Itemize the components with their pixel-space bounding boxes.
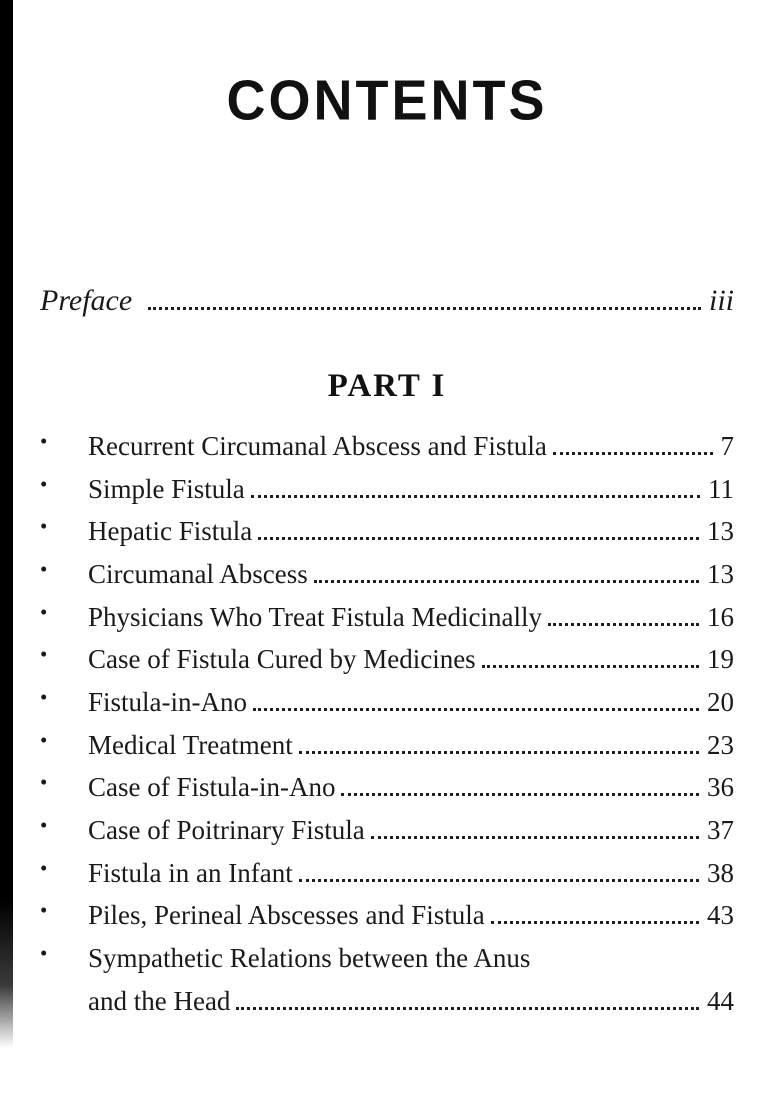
entry-title: Hepatic Fistula: [88, 516, 253, 547]
entry-body: [88, 852, 734, 895]
dot-leader: [299, 751, 699, 754]
preface-label: Preface: [40, 284, 133, 317]
bullet-icon: •: [40, 599, 48, 624]
page-number: 43: [707, 900, 734, 931]
entry-line1: [88, 724, 734, 767]
dot-leader: [314, 580, 699, 583]
entry-body: [88, 510, 734, 553]
entry-line1: [88, 766, 734, 809]
dot-leader: [371, 836, 699, 839]
entry-body: [88, 809, 734, 852]
entry-line1: [88, 852, 734, 895]
toc-entry: [40, 681, 734, 724]
bullet-icon: •: [40, 514, 48, 539]
entry-line2: [88, 980, 734, 1023]
preface-entry: [40, 284, 734, 318]
page-number: 38: [707, 857, 734, 888]
dot-leader: [491, 921, 699, 924]
entry-body: [88, 681, 734, 724]
page-number: 11: [708, 473, 734, 504]
entry-body: [88, 425, 734, 468]
entry-title: Piles, Perineal Abscesses and Fistula: [88, 900, 485, 931]
entry-body: [88, 724, 734, 767]
entry-body: [88, 468, 734, 511]
dot-leader: [548, 623, 699, 626]
toc-entry: [40, 596, 734, 639]
page-number: 20: [707, 686, 734, 717]
entry-title: Recurrent Circumanal Abscess and Fistula: [88, 431, 547, 461]
entry-title: Sympathetic Relations between the Anus: [88, 942, 531, 973]
toc-entry: [40, 724, 734, 767]
toc-entry: [40, 638, 734, 681]
entry-body: [88, 638, 734, 681]
entry-title: Fistula-in-Ano: [88, 686, 247, 717]
entry-body: [88, 937, 734, 1022]
page-title: CONTENTS: [226, 69, 548, 133]
bullet-icon: •: [40, 770, 48, 795]
page-number: 16: [707, 601, 734, 632]
entry-title: Circumanal Abscess: [88, 558, 308, 589]
entry-line1: [88, 510, 734, 553]
toc-entry: [40, 510, 734, 553]
entry-body: [88, 596, 734, 639]
dot-leader: [299, 879, 699, 882]
entry-line1: [88, 681, 734, 724]
entry-line1: [88, 894, 734, 937]
entry-title-line2: and the Head: [88, 985, 231, 1016]
entry-line1: [88, 425, 734, 468]
entry-body: [88, 766, 734, 809]
page-number: 44: [707, 985, 734, 1016]
entry-line1: [88, 596, 734, 639]
bullet-icon: •: [40, 855, 48, 880]
page-number: 37: [707, 814, 734, 845]
entry-line1: [88, 553, 734, 596]
dot-leader: [253, 708, 699, 711]
dot-leader: [236, 1007, 699, 1010]
part-heading: PART I: [327, 368, 447, 404]
preface-page-number: iii: [708, 284, 734, 317]
bullet-icon: •: [40, 812, 48, 837]
dot-leader: [482, 665, 699, 668]
page-number: 23: [707, 729, 734, 760]
toc-entry: [40, 553, 734, 596]
bullet-icon: •: [40, 898, 48, 923]
bullet-icon: •: [40, 556, 48, 581]
bullet-icon: •: [40, 727, 48, 752]
toc-entries: [40, 425, 734, 1022]
toc-entry: [40, 468, 734, 511]
entry-line1: [88, 937, 734, 980]
toc-entry: [40, 852, 734, 895]
dot-leader: [553, 452, 713, 455]
page-number: 19: [707, 644, 734, 675]
entry-line1: [88, 638, 734, 681]
bullet-icon: •: [40, 642, 48, 667]
entry-line1: [88, 809, 734, 852]
dot-leader: [251, 495, 700, 498]
bullet-icon: •: [40, 940, 48, 965]
entry-body: [88, 553, 734, 596]
page-number: 36: [707, 772, 734, 803]
entry-title: Simple Fistula: [88, 473, 245, 504]
entry-title: Medical Treatment: [88, 729, 293, 760]
entry-title: Case of Fistula Cured by Medicines: [88, 644, 476, 675]
page-number: 13: [707, 558, 734, 589]
page-number: 7: [720, 431, 734, 461]
dot-leader: [258, 537, 699, 540]
bullet-icon: •: [40, 684, 48, 709]
bullet-icon: •: [40, 429, 48, 453]
entry-title: Fistula in an Infant: [88, 857, 293, 888]
bullet-icon: •: [40, 471, 48, 496]
entry-title: Case of Poitrinary Fistula: [88, 814, 365, 845]
entry-line1: [88, 468, 734, 511]
dot-leader: [148, 307, 701, 310]
dot-leader: [341, 793, 699, 796]
entry-body: [88, 894, 734, 937]
toc-entry: [40, 937, 734, 1022]
entry-title: Case of Fistula-in-Ano: [88, 772, 336, 803]
entry-title: Physicians Who Treat Fistula Medicinally: [88, 601, 542, 632]
toc-entry: [40, 809, 734, 852]
toc-entry: [40, 766, 734, 809]
toc-entry: [40, 425, 734, 468]
toc-entry: [40, 894, 734, 937]
page-number: 13: [707, 516, 734, 547]
